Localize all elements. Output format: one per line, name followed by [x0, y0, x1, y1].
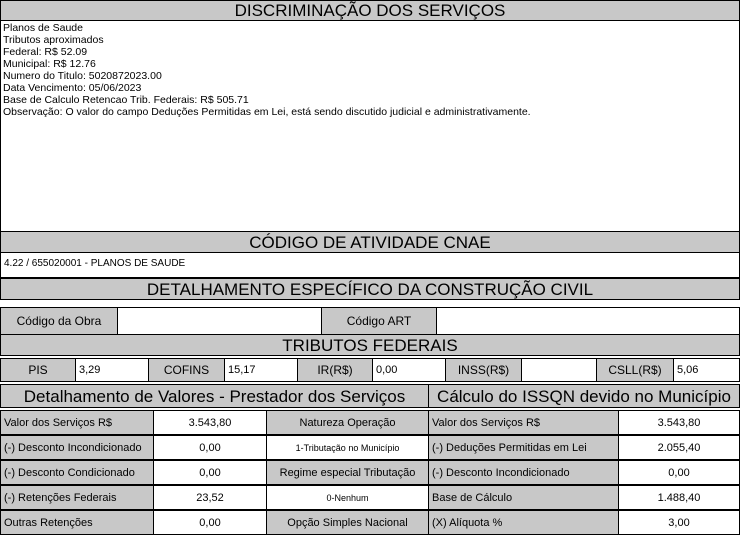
discriminacao-line: Numero do Titulo: 5020872023.00: [3, 70, 162, 82]
pis-label: PIS: [0, 358, 76, 382]
valores-label-servicos: Valor dos Serviços R$: [0, 410, 154, 435]
issqn-label-aliquota: (X) Alíquota %: [428, 510, 619, 535]
csll-label: CSLL(R$): [596, 358, 674, 382]
art-label: Código ART: [321, 307, 437, 335]
inss-value: [521, 358, 597, 382]
regime-label: Regime especial Tributação: [266, 460, 429, 485]
cnae-value: 4.22 / 655020001 - PLANOS DE SAUDE: [0, 253, 740, 278]
discriminacao-body: [0, 20, 740, 232]
art-value: [436, 307, 740, 335]
csll-value: 5,06: [673, 358, 740, 382]
inss-label: INSS(R$): [445, 358, 522, 382]
issqn-label-base: Base de Cálculo: [428, 485, 619, 510]
discriminacao-line: Municipal: R$ 12.76: [3, 58, 96, 70]
cofins-label: COFINS: [148, 358, 225, 382]
cnae-header: CÓDIGO DE ATIVIDADE CNAE: [0, 231, 740, 253]
regime-value: 0-Nenhum: [266, 485, 429, 510]
discriminacao-header: DISCRIMINAÇÃO DOS SERVIÇOS: [0, 0, 740, 21]
cofins-value: 15,17: [224, 358, 298, 382]
construcao-header: DETALHAMENTO ESPECÍFICO DA CONSTRUÇÃO CIVIL: [0, 278, 740, 300]
obra-value: [117, 307, 322, 335]
discriminacao-line: Planos de Saude: [3, 22, 83, 34]
valores-value-servicos: 3.543,80: [153, 410, 267, 435]
natureza-value: 1-Tributação no Município: [266, 435, 429, 460]
issqn-header: Cálculo do ISSQN devido no Município: [428, 384, 740, 408]
simples-label: Opção Simples Nacional: [266, 510, 429, 535]
valores-label-retencoes: (-) Retenções Federais: [0, 485, 154, 510]
discriminacao-line: Base de Calculo Retencao Trib. Federais: R$ 505.71: [3, 94, 249, 106]
valores-value-retencoes: 23,52: [153, 485, 267, 510]
pis-value: 3,29: [75, 358, 149, 382]
valores-label-desc-cond: (-) Desconto Condicionado: [0, 460, 154, 485]
valores-value-desc-incond: 0,00: [153, 435, 267, 460]
discriminacao-line: Tributos aproximados: [3, 34, 104, 46]
issqn-value-aliquota: 3,00: [618, 510, 740, 535]
issqn-value-servicos: 3.543,80: [618, 410, 740, 435]
discriminacao-line: Federal: R$ 52.09: [3, 46, 88, 58]
valores-label-outras: Outras Retenções: [0, 510, 154, 535]
valores-header: Detalhamento de Valores - Prestador dos Serviços: [0, 384, 429, 408]
valores-value-outras: 0,00: [153, 510, 267, 535]
valores-value-desc-cond: 0,00: [153, 460, 267, 485]
issqn-label-deducoes: (-) Deduções Permitidas em Lei: [428, 435, 619, 460]
ir-value: 0,00: [372, 358, 446, 382]
issqn-value-deducoes: 2.055,40: [618, 435, 740, 460]
issqn-label-desc-incond: (-) Desconto Incondicionado: [428, 460, 619, 485]
ir-label: IR(R$): [297, 358, 373, 382]
discriminacao-line: Observação: O valor do campo Deduções Permitidas em Lei, está sendo discutido judicial e administrativamente.: [3, 106, 531, 118]
natureza-label: Natureza Operação: [266, 410, 429, 435]
issqn-value-base: 1.488,40: [618, 485, 740, 510]
tributos-header: TRIBUTOS FEDERAIS: [0, 334, 740, 356]
discriminacao-line: Data Vencimento: 05/06/2023: [3, 82, 142, 94]
issqn-label-servicos: Valor dos Serviços R$: [428, 410, 619, 435]
issqn-value-desc-incond: 0,00: [618, 460, 740, 485]
obra-label: Código da Obra: [0, 307, 118, 335]
valores-label-desc-incond: (-) Desconto Incondicionado: [0, 435, 154, 460]
